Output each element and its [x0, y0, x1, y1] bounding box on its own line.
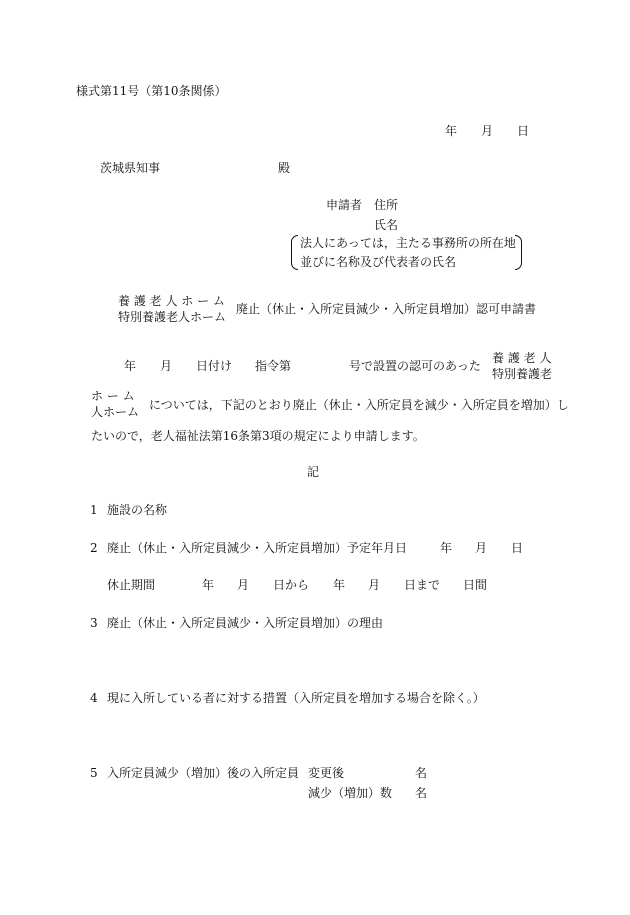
document-title: 廃止（休止・入所定員減少・入所定員増加）認可申請書	[236, 302, 537, 316]
item2-day: 日	[511, 541, 524, 555]
suspension-from: 日から	[273, 578, 310, 592]
note-brace-left	[291, 235, 298, 270]
suspension-month-to: 月	[368, 578, 381, 592]
item2-year: 年	[440, 541, 453, 555]
item4-label: 現に入所している者に対する措置（入所定員を増加する場合を除く。）	[107, 691, 485, 705]
item4-number: 4	[90, 691, 98, 705]
body-text-line2: たいので，老人福祉法第16条第3項の規定により申請します。	[91, 429, 425, 443]
body-directive: 指令第	[255, 359, 292, 373]
suspension-month-from: 月	[237, 578, 250, 592]
body-type2-part-a: 特別養護老	[492, 367, 553, 381]
body-year: 年	[124, 359, 137, 373]
date-month: 月	[481, 124, 494, 138]
suspension-year-from: 年	[202, 578, 215, 592]
addressee-honorific: 殿	[278, 161, 291, 175]
title-type-tokubetsu: 特別養護老人ホーム	[118, 310, 227, 324]
suspension-year-to: 年	[333, 578, 346, 592]
ki-heading: 記	[307, 465, 320, 479]
item5-label: 入所定員減少（増加）後の入所定員	[107, 766, 300, 780]
item2-label: 廃止（休止・入所定員減少・入所定員増加）予定年月日	[107, 541, 408, 555]
item1-label: 施設の名称	[107, 503, 168, 517]
item3-number: 3	[90, 616, 98, 630]
applicant-address-label: 住所	[374, 198, 399, 212]
body-type1-part-b: ホ ー ム	[91, 389, 135, 403]
item5-after-unit: 名	[415, 766, 428, 780]
note-brace-right	[515, 235, 522, 270]
title-type-yogo: 養 護 老 人 ホ ー ム	[118, 294, 225, 308]
body-month: 月	[160, 359, 173, 373]
item5-change-unit: 名	[415, 786, 428, 800]
item1-number: 1	[90, 503, 98, 517]
body-type1-part-a: 養 護 老 人	[492, 351, 552, 365]
body-type2-part-b: 人ホーム	[91, 405, 140, 419]
applicant-label: 申請者	[326, 198, 363, 212]
form-number: 様式第11号（第10条関係）	[76, 84, 227, 98]
item5-after-label: 変更後	[308, 766, 345, 780]
applicant-note-line1: 法人にあっては，主たる事務所の所在地	[300, 236, 516, 250]
suspension-to: 日まで	[404, 578, 441, 592]
suspension-days: 日間	[463, 578, 488, 592]
addressee-name: 茨城県知事	[100, 161, 161, 175]
date-day: 日	[517, 124, 530, 138]
item2-number: 2	[90, 541, 98, 555]
date-year: 年	[445, 124, 458, 138]
suspension-label: 休止期間	[107, 578, 156, 592]
applicant-name-label: 氏名	[374, 218, 399, 232]
item5-change-label: 減少（増加）数	[308, 786, 393, 800]
applicant-note-line2: 並びに名称及び代表者の氏名	[300, 255, 457, 269]
body-approval: 号で設置の認可のあった	[349, 359, 481, 373]
item5-number: 5	[90, 766, 98, 780]
body-text-line1: については，下記のとおり廃止（休止・入所定員を減少・入所定員を増加）し	[149, 398, 569, 412]
body-day-dated: 日付け	[196, 359, 233, 373]
item2-month: 月	[475, 541, 488, 555]
item3-label: 廃止（休止・入所定員減少・入所定員増加）の理由	[107, 616, 384, 630]
